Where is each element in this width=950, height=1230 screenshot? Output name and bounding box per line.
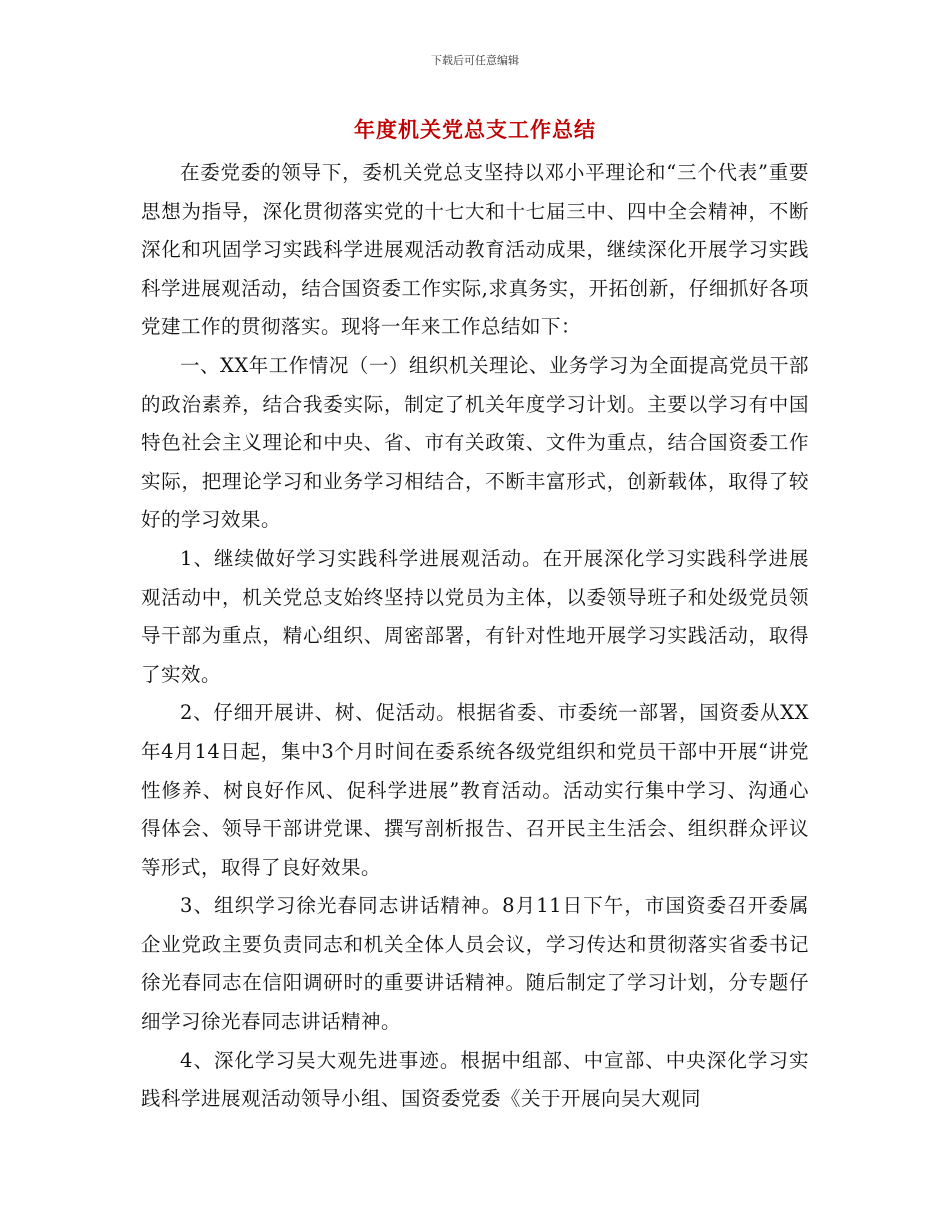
paragraph-item-4: 4、深化学习吴大观先进事迹。根据中组部、中宣部、中央深化学习实践科学进展观活动领导小组、国资委党委《关于开展向吴大观同 xyxy=(141,1048,809,1111)
paragraph-item-2: 2、仔细开展讲、树、促活动。根据省委、市委统一部署，国资委从XX年4月14日起，集中3个月时间在委系统各级党组织和党员干部中开展“讲党性修养、树良好作风、促科学进展”教育活动。活动实行集中学习、沟通心得体会、领导干部讲党课、撰写剖析报告、召开民主生活会、组织群众评议等形式，取得了良好效果。 xyxy=(141,701,809,879)
document-body xyxy=(141,154,809,1119)
paragraph-item-1: 1、继续做好学习实践科学进展观活动。在开展深化学习实践科学进展观活动中，机关党总支始终坚持以党员为主体，以委领导班子和处级党员领导干部为重点，精心组织、周密部署，有针对性地开展学习实践活动，取得了实效。 xyxy=(141,546,809,686)
paragraph-item-3: 3、组织学习徐光春同志讲话精神。8月11日下午，市国资委召开委属企业党政主要负责同志和机关全体人员会议，学习传达和贯彻落实省委书记徐光春同志在信阳调研时的重要讲话精神。随后制定了学习计划，分专题仔细学习徐光春同志讲话精神。 xyxy=(141,894,809,1034)
paragraph-section-1: 一、XX年工作情况（一）组织机关理论、业务学习为全面提高党员干部的政治素养，结合我委实际，制定了机关年度学习计划。主要以学习有中国特色社会主义理论和中央、省、市有关政策、文件为重点，结合国资委工作实际，把理论学习和业务学习相结合，不断丰富形式，创新载体，取得了较好的学习效果。 xyxy=(141,353,809,532)
document-title: 年度机关党总支工作总结 xyxy=(354,118,596,142)
page-header: 下载后可任意编辑 xyxy=(431,54,519,67)
paragraph-intro: 在委党委的领导下，委机关党总支坚持以邓小平理论和“三个代表”重要思想为指导，深化贯彻落实党的十七大和十七届三中、四中全会精神，不断深化和巩固学习实践科学进展观活动教育活动成果，继续深化开展学习实践科学进展观活动，结合国资委工作实际,求真务实，开拓创新，仔细抓好各项党建工作的贯彻落实。现将一年来工作总结如下： xyxy=(141,161,809,339)
